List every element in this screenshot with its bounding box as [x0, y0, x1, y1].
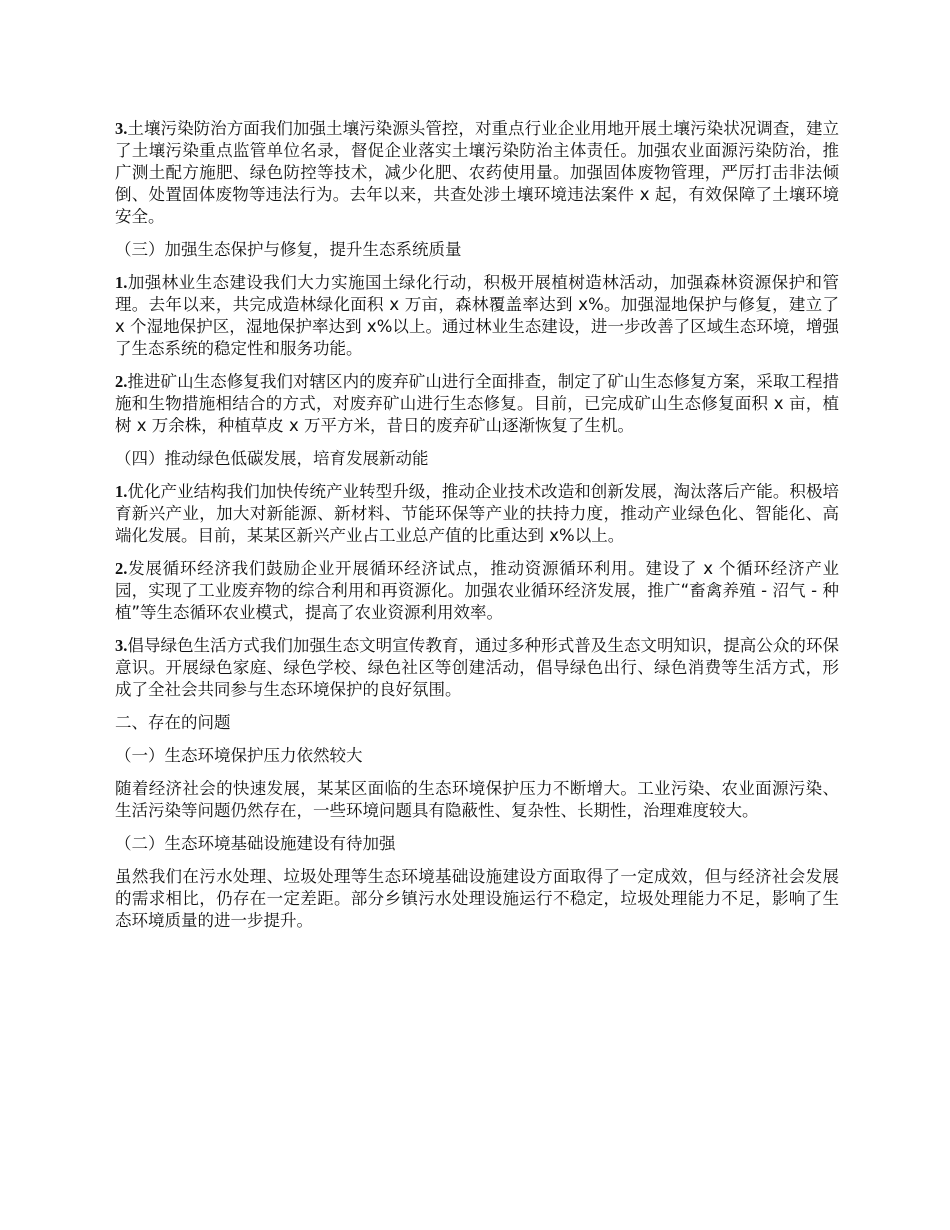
section-heading-green-development: （四）推动绿色低碳发展，培育发展新动能: [115, 449, 429, 468]
paragraph-industry-structure: [115, 481, 839, 547]
paragraph-infrastructure: 虽然我们在污水处理、垃圾处理等生态环境基础设施建设方面取得了一定成效，但与经济社会发展的需求相比，仍存在一定差距。部分乡镇污水处理设施运行不稳定，垃圾处理能力不足，影响了生态环境质量的进一步提升。: [115, 867, 839, 930]
paragraph-text: 推进矿山生态修复我们对辖区内的废弃矿山进行全面排查，制定了矿山生态修复方案，采取工程措施和生物措施相结合的方式，对废弃矿山进行生态修复。目前，已完成矿山生态修复面积 x 亩，植树 x 万余株，种植草皮 x 万平方米，昔日的废弃矿山逐渐恢复了生机。: [115, 372, 839, 435]
paragraph-pressure: 随着经济社会的快速发展，某某区面临的生态环境保护压力不断增大。工业污染、农业面源污染、生活污染等问题仍然存在，一些环境问题具有隐蔽性、复杂性、长期性，治理难度较大。: [115, 779, 839, 820]
paragraph-text: 加强林业生态建设我们大力实施国土绿化行动，积极开展植树造林活动，加强森林资源保护和管理。去年以来，共完成造林绿化面积 x 万亩，森林覆盖率达到 x%。加强湿地保护与修复，建立了 x 个湿地保护区，湿地保护率达到 x%以上。通过林业生态建设，进一步改善了区域生态环境，增强了生态系统的稳定性和服务功能。: [115, 273, 839, 358]
document-page: [115, 118, 839, 943]
paragraph-text: 发展循环经济我们鼓励企业开展循环经济试点，推动资源循环利用。建设了 x 个循环经济产业园，实现了工业废弃物的综合利用和再资源化。加强农业循环经济发展，推广“畜禽养殖 - 沼气 - 种植”等生态循环农业模式，提高了农业资源利用效率。: [115, 559, 839, 622]
paragraph-circular-economy: [115, 558, 839, 624]
item-number: 2.: [115, 372, 128, 391]
paragraph-text: 倡导绿色生活方式我们加强生态文明宣传教育，通过多种形式普及生态文明知识，提高公众的环保意识。开展绿色家庭、绿色学校、绿色社区等创建活动，倡导绿色出行、绿色消费等生活方式，形成了全社会共同参与生态环境保护的良好氛围。: [115, 636, 839, 699]
paragraph-text: 土壤污染防治方面我们加强土壤污染源头管控，对重点行业企业用地开展土壤污染状况调查，建立了土壤污染重点监管单位名录，督促企业落实土壤污染防治主体责任。加强农业面源污染防治，推广测土配方施肥、绿色防控等技术，减少化肥、农药使用量。加强固体废物管理，严厉打击非法倾倒、处置固体废物等违法行为。去年以来，共查处涉土壤环境违法案件 x 起，有效保障了土壤环境安全。: [115, 119, 839, 226]
item-number: 2.: [115, 559, 128, 578]
paragraph-forestry: [115, 272, 839, 360]
subsection-heading-pressure: （一）生态环境保护压力依然较大: [115, 746, 363, 765]
item-number: 1.: [115, 482, 128, 501]
paragraph-text: 优化产业结构我们加快传统产业转型升级，推动企业技术改造和创新发展，淘汰落后产能。积极培育新兴产业，加大对新能源、新材料、节能环保等产业的扶持力度，推动产业绿色化、智能化、高端化发展。目前，某某区新兴产业占工业总产值的比重达到 x%以上。: [115, 482, 839, 545]
item-number: 3.: [115, 119, 128, 138]
section-heading-problems: 二、存在的问题: [115, 713, 231, 732]
paragraph-soil-pollution: [115, 118, 839, 228]
paragraph-mine-restoration: [115, 371, 839, 437]
subsection-heading-infrastructure: （二）生态环境基础设施建设有待加强: [115, 834, 396, 853]
paragraph-green-lifestyle: [115, 635, 839, 701]
item-number: 3.: [115, 636, 128, 655]
section-heading-ecology: （三）加强生态保护与修复，提升生态系统质量: [115, 240, 462, 259]
item-number: 1.: [115, 273, 128, 292]
